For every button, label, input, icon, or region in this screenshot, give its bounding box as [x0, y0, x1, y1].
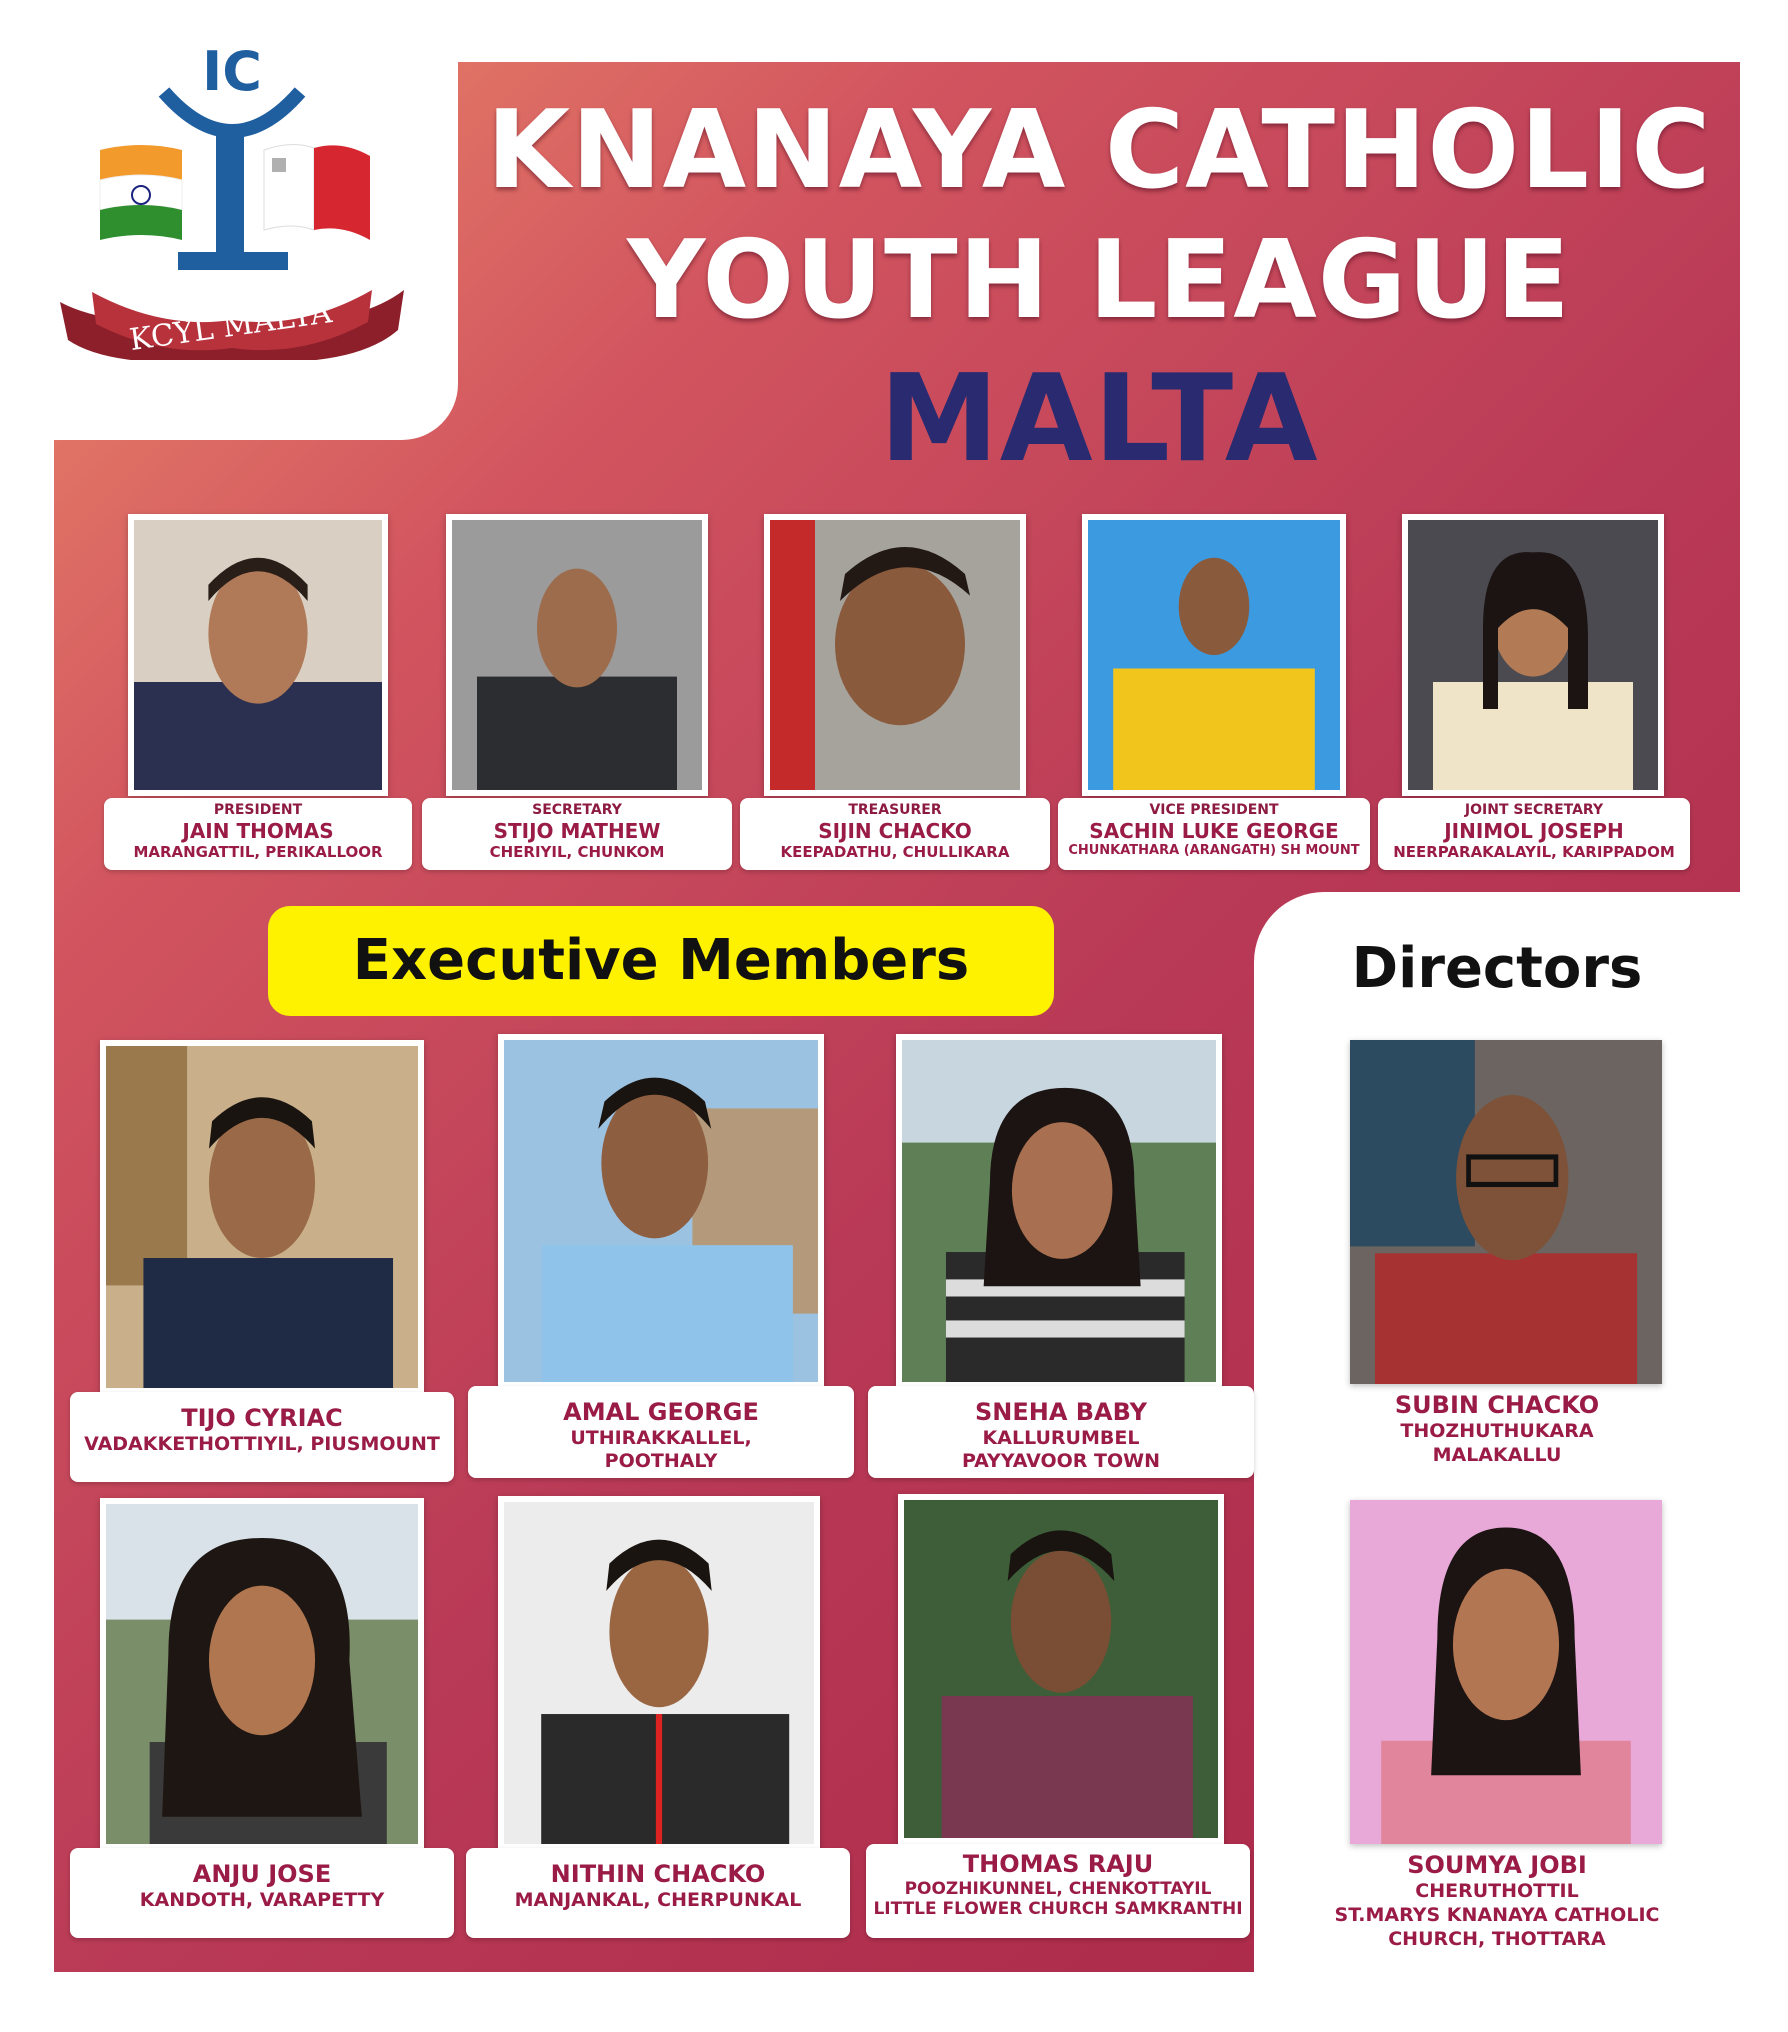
officer-role: TREASURER	[848, 802, 942, 818]
executive-photo	[896, 1034, 1222, 1388]
member-name: TIJO CYRIAC	[181, 1404, 343, 1432]
officer-place: CHERIYIL, CHUNKOM	[489, 842, 665, 861]
title-line-1: KNANAYA CATHOLIC	[486, 88, 1712, 213]
executive-card	[868, 1386, 1254, 1478]
officer-place: CHUNKATHARA (ARANGATH) SH MOUNT	[1068, 842, 1360, 858]
malta-flag-icon	[264, 144, 370, 240]
officer-place: MARANGATTIL, PERIKALLOOR	[133, 842, 383, 861]
officer-name: JINIMOL JOSEPH	[1444, 818, 1624, 843]
member-name: THOMAS RAJU	[962, 1850, 1154, 1878]
executive-photo	[100, 1040, 424, 1394]
directors-panel	[1254, 892, 1740, 1972]
officer-name: SIJIN CHACKO	[818, 818, 972, 843]
officer-place: KEEPADATHU, CHULLIKARA	[780, 842, 1010, 861]
member-name: NITHIN CHACKO	[550, 1860, 766, 1888]
executive-photo	[100, 1498, 424, 1850]
member-place: UTHIRAKKALLEL,	[570, 1426, 752, 1449]
officer-role: JOINT SECRETARY	[1464, 802, 1604, 818]
member-place: POOTHALY	[604, 1449, 718, 1472]
executive-card	[70, 1392, 454, 1482]
officer-name: SACHIN LUKE GEORGE	[1089, 818, 1339, 843]
director-text	[1254, 1850, 1740, 1951]
officer-role: VICE PRESIDENT	[1149, 802, 1279, 818]
officer-name: JAIN THOMAS	[182, 818, 334, 843]
member-name: SNEHA BABY	[974, 1398, 1147, 1426]
svg-text:IC: IC	[202, 40, 262, 103]
officer-place: NEERPARAKALAYIL, KARIPPADOM	[1393, 842, 1675, 861]
officer-photo-joint-secretary	[1402, 514, 1664, 796]
director-place: THOZHUTHUKARA	[1400, 1420, 1594, 1442]
officer-card	[104, 798, 412, 870]
member-place: LITTLE FLOWER CHURCH SAMKRANTHI	[873, 1899, 1243, 1920]
svg-text:KCYL MALTA: KCYL MALTA	[127, 295, 334, 359]
title-line-3: MALTA	[879, 350, 1319, 489]
officer-role: SECRETARY	[532, 802, 622, 818]
member-name: AMAL GEORGE	[563, 1398, 759, 1426]
member-place: VADAKKETHOTTIYIL, PIUSMOUNT	[84, 1432, 440, 1455]
executive-card	[70, 1848, 454, 1938]
executive-photo	[498, 1496, 820, 1850]
director-photo	[1350, 1500, 1662, 1844]
director-name: SOUMYA JOBI	[1407, 1851, 1587, 1879]
officer-role: PRESIDENT	[213, 802, 303, 818]
director-name: SUBIN CHACKO	[1394, 1391, 1600, 1419]
member-name: ANJU JOSE	[192, 1860, 332, 1888]
officer-photo-treasurer	[764, 514, 1026, 796]
officer-card	[740, 798, 1050, 870]
director-photo	[1350, 1040, 1662, 1384]
member-place: PAYYAVOOR TOWN	[961, 1449, 1161, 1472]
directors-heading: Directors	[1351, 936, 1643, 1001]
director-place: CHURCH, THOTTARA	[1388, 1927, 1606, 1950]
officer-card	[422, 798, 732, 870]
india-flag-icon	[100, 145, 182, 240]
officer-photo-president	[128, 514, 388, 796]
officer-card	[1378, 798, 1690, 870]
officer-card	[1058, 798, 1370, 870]
executive-photo	[898, 1494, 1224, 1844]
executive-card	[866, 1844, 1250, 1938]
director-place: ST.MARYS KNANAYA CATHOLIC	[1334, 1903, 1660, 1926]
member-place: KANDOTH, VARAPETTY	[139, 1888, 385, 1911]
officer-photo-vice-president	[1082, 514, 1346, 796]
member-place: MANJANKAL, CHERPUNKAL	[514, 1888, 802, 1911]
director-place: MALAKALLU	[1432, 1443, 1562, 1466]
executive-card	[466, 1848, 850, 1938]
executive-members-heading: Executive Members	[268, 906, 1054, 1016]
logo-panel	[0, 0, 458, 440]
member-place: KALLURUMBEL	[982, 1426, 1140, 1449]
officer-photo-secretary	[446, 514, 708, 796]
director-text	[1254, 1390, 1740, 1468]
executive-photo	[498, 1034, 824, 1388]
officer-name: STIJO MATHEW	[493, 818, 661, 843]
director-place: CHERUTHOTTIL	[1415, 1880, 1579, 1902]
kcyl-logo	[52, 40, 412, 360]
member-place: POOZHIKUNNEL, CHENKOTTAYIL	[904, 1878, 1212, 1899]
executive-card	[468, 1386, 854, 1478]
title-line-2: YOUTH LEAGUE	[627, 218, 1571, 343]
